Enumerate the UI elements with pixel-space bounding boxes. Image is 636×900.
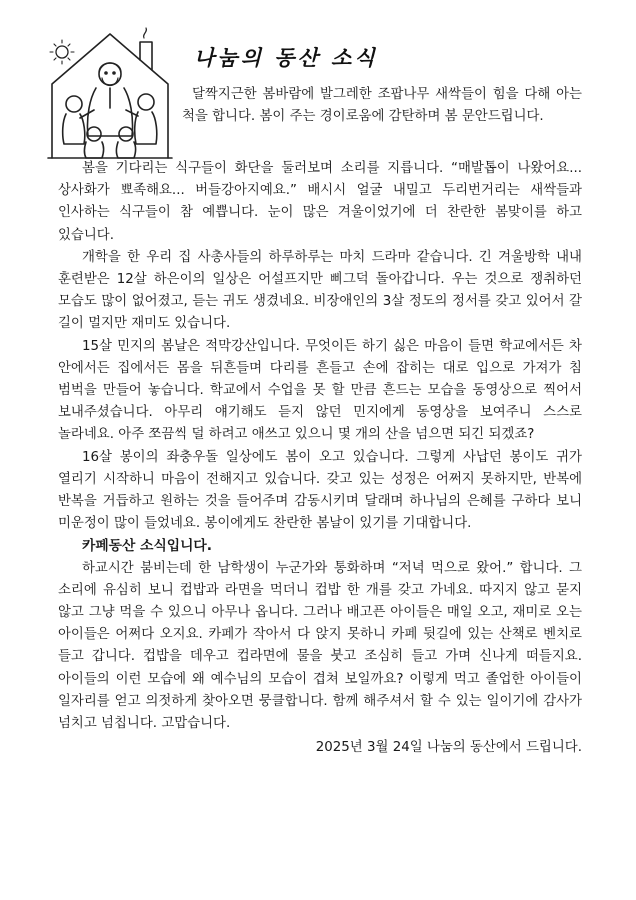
family-house-illustration [40,26,180,166]
intro-paragraph: 달짝지근한 봄바람에 발그레한 조팝나무 새싹들이 힘을 다해 아는 척을 합니다. 봄이 주는 경이로움에 감탄하며 봄 문안드립니다. [182,87,582,124]
paragraph-spring-garden: 봄을 기다리는 식구들이 화단을 둘러보며 소리를 지릅니다. “매발톱이 나왔어요... 상사화가 뾰족해요... 버들강아지예요.” 배시시 얼굴 내밀고 두리번거리는 새싹들과 인사하는 식구들이 참 예쁩니다. 눈이 많은 겨울이었기에 더 찬란한 봄맞이를 하고 있습니다. [58,161,582,243]
paragraph-cafe: 하교시간 붐비는데 한 남학생이 누군가와 통화하며 “저녁 먹으로 왔어.” 합니다. 그 소리에 유심히 보니 컵밥과 라면을 먹더니 컵밥 한 개를 갖고 가네요. 따지지 않고 묻지 않고 그냥 먹을 수 있으니 아무나 옵니다. 그러나 배고픈 아이들은 매일 오고, 재미로 오는 아이들은 어쩌다 오지요. 카페가 작아서 다 앉지 못하니 카페 뒷길에 있는 산책로 벤치로 들고 갑니다. 컵밥을 데우고 컵라면에 물을 붓고 조심히 들고 가며 신나게 떠들지요. 아이들의 이런 모습에 왜 예수님의 모습이 겹쳐 보일까요? 이렇게 먹고 졸업한 아이들이 일자리를 얻고 의젓하게 찾아오면 뭉클합니다. 함께 해주셔서 할 수 있는 일이기에 감사가 넘치고 넘칩니다. 고맙습니다. [58,560,582,732]
signoff-line: 2025년 3월 24일 나눔의 동산에서 드립니다. [315,740,582,756]
paragraph-haeun: 개학을 한 우리 집 사총사들의 하루하루는 마치 드라마 같습니다. 긴 겨울방학 내내 훈련받은 12살 하은이의 일상은 어설프지만 삐그덕 돌아갑니다. 우는 것으로 쟁취하던 모습도 많이 없어졌고, 듣는 귀도 생겼네요. 비장애인의 3살 정도의 정서를 갖고 있어서 갈 길이 멀지만 재미도 있습니다. [58,249,582,332]
cafe-section-heading: 카페동산 소식입니다. [82,538,212,555]
paragraph-bongi: 16살 봉이의 좌충우돌 일상에도 봄이 오고 있습니다. 그렇게 사납던 봉이도 귀가 열리기 시작하니 마음이 전해지고 있습니다. 갖고 있는 성정은 어쩌지 못하지만, 반복에 반복을 거듭하고 원하는 것을 들어주며 감동시키며 달래며 하나님의 은혜를 구하다 보니 미운정이 많이 들었네요. 봉이에게도 찬란한 봄날이 있기를 기대합니다. [58,449,582,532]
paragraph-minji: 15살 민지의 봄날은 적막강산입니다. 무엇이든 하기 싫은 마음이 들면 학교에서든 차 안에서든 집에서든 몸을 뒤흔들며 다리를 흔들고 손에 잡히는 대로 입으로 가져가 침 범벅을 만들어 놓습니다. 학교에서 수업을 못 할 만큼 흔드는 모습을 동영상으로 찍어서 보내주셨습니다. 아무리 얘기해도 듣지 않던 민지에게 동영상을 보여주니 스스로 놀라네요. 아주 쪼끔씩 덜 하려고 애쓰고 있으니 몇 개의 산을 넘으면 되긴 되겠죠? [58,338,582,443]
newsletter-body [58,158,582,759]
newsletter-title: 나눔의 동산 소식 [194,45,378,70]
